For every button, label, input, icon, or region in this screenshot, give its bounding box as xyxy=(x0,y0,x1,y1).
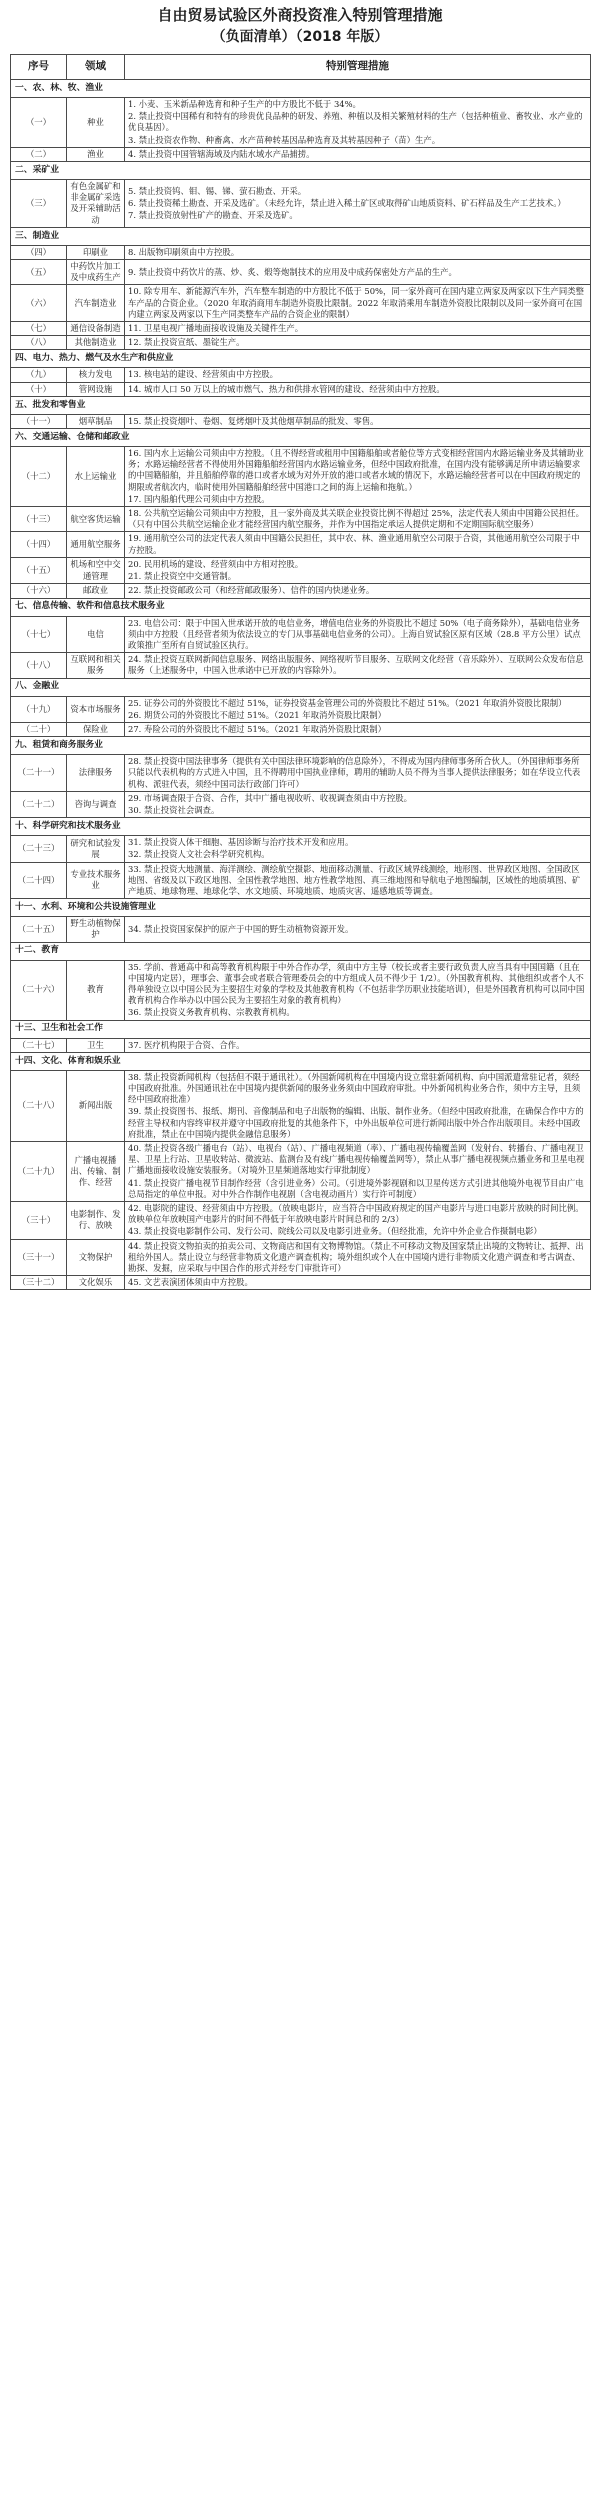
table-row xyxy=(11,1070,591,1141)
row-domain: 文化娱乐 xyxy=(67,1276,125,1290)
measure-item: 38. 禁止投资新闻机构（包括但不限于通讯社）。（外国新闻机构在中国境内设立常驻新闻机构、向中国派遣常驻记者，须经中国政府批准。外国通讯社在中国境内提供新闻的服务业务须由中国政府审批。中外新闻机构业务合作，须中方主导，且须经中国政府批准） xyxy=(128,1071,581,1105)
row-domain: 互联网和相关服务 xyxy=(67,653,125,678)
row-measures xyxy=(125,1142,591,1202)
row-domain: 中药饮片加工及中成药生产 xyxy=(67,260,125,285)
row-domain: 其他制造业 xyxy=(67,336,125,350)
measure-item: 39. 禁止投资图书、报纸、期刊、音像制品和电子出版物的编辑、出版、制作业务。（但经中国政府批准，在确保合作中方的经营主导权和内容终审权并遵守中国政府批复的其他条件下，中外出版单位可进行新闻出版中外合作出版项目。未经中国政府批准，禁止在中国境内提供金融信息服务） xyxy=(128,1106,584,1139)
row-measures xyxy=(125,755,591,792)
row-number: （二十一） xyxy=(11,755,67,792)
measure-item: 24. 禁止投资互联网新闻信息服务、网络出版服务、网络视听节目服务、互联网文化经营（音乐除外）、互联网公众发布信息服务（上述服务中，中国入世承诺中已开放的内容除外）。 xyxy=(128,654,584,676)
section-row xyxy=(11,598,591,616)
measure-item: 1. 小麦、玉米新品种选育和种子生产的中方股比不低于 34%。 xyxy=(128,99,361,109)
table-row xyxy=(11,98,591,148)
section-row xyxy=(11,396,591,414)
row-measures xyxy=(125,368,591,382)
row-domain: 邮政业 xyxy=(67,584,125,598)
section-title: 八、金融业 xyxy=(11,678,591,696)
measure-item: 34. 禁止投资国家保护的原产于中国的野生动植物资源开发。 xyxy=(128,923,354,934)
column-header-no: 序号 xyxy=(11,55,67,80)
row-domain: 核力发电 xyxy=(67,368,125,382)
row-measures xyxy=(125,791,591,817)
section-row xyxy=(11,80,591,98)
row-domain: 机场和空中交通管理 xyxy=(67,557,125,583)
measure-item: 28. 禁止投资中国法律事务（提供有关中国法律环境影响的信息除外），不得成为国内律师事务所合伙人。（外国律师事务所只能以代表机构的方式进入中国，且不得聘用中国执业律师，聘用的辅助人员不得为当事人提供法律服务；如在华设立代表机构、派驻代表，须经中国司法行政部门许可） xyxy=(128,756,581,789)
row-number: （二） xyxy=(11,147,67,161)
row-measures xyxy=(125,616,591,653)
measure-item: 4. 禁止投资中国管辖海域及内陆水域水产品捕捞。 xyxy=(128,148,315,159)
row-number: （二十六） xyxy=(11,960,67,1020)
document-title: 自由贸易试验区外商投资准入特别管理措施 xyxy=(157,6,443,24)
table-row xyxy=(11,1202,591,1240)
table-row xyxy=(11,447,591,507)
section-row xyxy=(11,429,591,447)
measure-item: 10. 除专用车、新能源汽车外，汽车整车制造的中方股比不低于 50%，同一家外商可在国内建立两家及两家以下生产同类整车产品的合资企业。（2020 年取消商用车制造外资股比限制。2022 年取消乘用车制造外资股比限制以及同一家外商可在国内建立两家及两家以下生产同类整车产品的合资企业的限制） xyxy=(128,286,585,319)
row-domain: 有色金属矿和非金属矿采选及开采辅助活动 xyxy=(67,180,125,228)
row-domain: 保险业 xyxy=(67,722,125,736)
row-number: （一） xyxy=(11,98,67,148)
row-measures xyxy=(125,447,591,507)
row-domain: 野生动植物保护 xyxy=(67,917,125,942)
measure-item: 20. 民用机场的建设、经营须由中方相对控股。 xyxy=(128,558,304,569)
row-number: （二十四） xyxy=(11,862,67,899)
measure-item: 31. 禁止投资人体干细胞、基因诊断与治疗技术开发和应用。 xyxy=(128,837,354,848)
section-row xyxy=(11,942,591,960)
row-measures xyxy=(125,245,591,259)
row-number: （七） xyxy=(11,322,67,336)
row-number: （十八） xyxy=(11,653,67,678)
row-number: （十二） xyxy=(11,447,67,507)
row-measures xyxy=(125,285,591,322)
document-page xyxy=(10,0,590,1290)
row-measures xyxy=(125,147,591,161)
row-domain: 资本市场服务 xyxy=(67,696,125,722)
section-title: 六、交通运输、仓储和邮政业 xyxy=(11,429,591,447)
column-header-domain: 领域 xyxy=(67,55,125,80)
row-measures xyxy=(125,532,591,557)
row-domain: 法律服务 xyxy=(67,755,125,792)
section-row xyxy=(11,818,591,836)
measure-item: 37. 医疗机构限于合资、合作。 xyxy=(128,1039,245,1050)
row-number: （四） xyxy=(11,245,67,259)
row-number: （二十五） xyxy=(11,917,67,942)
table-row xyxy=(11,414,591,428)
table-header-row xyxy=(11,55,591,80)
table-row xyxy=(11,1276,591,1290)
measure-item: 36. 禁止投资义务教育机构、宗教教育机构。 xyxy=(128,1007,295,1018)
table-row xyxy=(11,960,591,1020)
row-number: （十七） xyxy=(11,616,67,653)
table-row xyxy=(11,862,591,899)
row-measures xyxy=(125,1070,591,1141)
table-row xyxy=(11,147,591,161)
measure-item: 2. 禁止投资中国稀有和特有的珍贵优良品种的研发、养殖、种植以及相关繁殖材料的生产（包括种植业、畜牧业、水产业的优良基因）。 xyxy=(128,111,583,133)
row-number: （二十三） xyxy=(11,836,67,862)
row-number: （八） xyxy=(11,336,67,350)
row-domain: 水上运输业 xyxy=(67,447,125,507)
row-measures xyxy=(125,584,591,598)
table-row xyxy=(11,382,591,396)
measure-item: 13. 核电站的建设、经营须由中方控股。 xyxy=(128,369,278,380)
measure-item: 8. 出版物印刷须由中方控股。 xyxy=(128,246,240,257)
row-number: （十三） xyxy=(11,507,67,532)
section-row xyxy=(11,227,591,245)
table-row xyxy=(11,755,591,792)
row-measures xyxy=(125,1239,591,1276)
row-measures xyxy=(125,414,591,428)
table-body xyxy=(11,80,591,1290)
section-title: 一、农、林、牧、渔业 xyxy=(11,80,591,98)
row-number: （三十） xyxy=(11,1202,67,1240)
row-number: （十一） xyxy=(11,414,67,428)
section-row xyxy=(11,899,591,917)
measure-item: 14. 城市人口 50 万以上的城市燃气、热力和供排水管网的建设、经营须由中方控股。 xyxy=(128,383,445,394)
table-row xyxy=(11,616,591,653)
row-domain: 印刷业 xyxy=(67,245,125,259)
row-domain: 电影制作、发行、放映 xyxy=(67,1202,125,1240)
row-measures xyxy=(125,722,591,736)
row-measures xyxy=(125,1202,591,1240)
row-domain: 专业技术服务业 xyxy=(67,862,125,899)
measure-item: 22. 禁止投资邮政公司（和经营邮政服务）、信件的国内快递业务。 xyxy=(128,585,375,596)
row-number: （二十） xyxy=(11,722,67,736)
row-domain: 新闻出版 xyxy=(67,1070,125,1141)
table-row xyxy=(11,336,591,350)
measure-item: 26. 期货公司的外资股比不超过 51%。（2021 年取消外资股比限制） xyxy=(128,709,387,720)
measure-item: 33. 禁止投资大地测量、海洋测绘、测绘航空摄影、地面移动测量、行政区域界线测绘，地形图、世界政区地图、全国政区地图、省级及以下政区地图、全国性教学地图、地方性教学地图、真三维地图和导航电子地图编制，区域性的地质填图、矿产地质、地球物理、地球化学、水文地质、环境地质、地质灾害、遥感地质等调查。 xyxy=(128,863,581,896)
row-domain: 教育 xyxy=(67,960,125,1020)
measure-item: 32. 禁止投资人文社会科学研究机构。 xyxy=(128,849,270,860)
table-row xyxy=(11,584,591,598)
row-number: （十九） xyxy=(11,696,67,722)
table-row xyxy=(11,722,591,736)
row-domain: 研究和试验发展 xyxy=(67,836,125,862)
row-number: （十五） xyxy=(11,557,67,583)
row-measures xyxy=(125,180,591,228)
measure-item: 29. 市场调查限于合资、合作，其中广播电视收听、收视调查须由中方控股。 xyxy=(128,792,412,803)
table-row xyxy=(11,532,591,557)
row-domain: 烟草制品 xyxy=(67,414,125,428)
measure-item: 40. 禁止投资各级广播电台（站）、电视台（站）、广播电视频道（率）、广播电视传输覆盖网（发射台、转播台、广播电视卫星、卫星上行站、卫星收转站、微波站、监测台及有线广播电视传输覆盖网等），禁止从事广播电视视频点播业务和卫星电视广播地面接收设施安装服务。（对境外卫星频道落地实行审批制度） xyxy=(128,1143,585,1176)
measure-item: 44. 禁止投资文物拍卖的拍卖公司、文物商店和国有文物博物馆。（禁止不可移动文物及国家禁止出境的文物转让、抵押、出租给外国人。禁止设立与经营非物质文化遗产调查机构；境外组织或个人在中国境内进行非物质文化遗产调查和考古调查、勘探、发掘，应采取与中国合作的形式并经专门审批许可） xyxy=(128,1240,584,1274)
measure-item: 16. 国内水上运输公司须由中方控股。（且不得经营或租用中国籍船舶或者舱位等方式变相经营国内水路运输业务及其辅助业务；水路运输经营者不得使用外国籍船舶经营国内水路运输业务，但经中国政府批准，在国内没有能够满足所申请运输要求的中国籍船舶，并且船舶停靠的港口或者水域为对外开放的港口或者水域的情况下，水路运输经营者可以在中国政府规定的期限或者航次内，临时使用外国籍船舶经营中国港口之间的海上运输和拖航。） xyxy=(128,448,584,492)
table-row xyxy=(11,917,591,942)
row-number: （二十九） xyxy=(11,1142,67,1202)
row-measures xyxy=(125,557,591,583)
measure-item: 43. 禁止投资电影制作公司、发行公司、院线公司以及电影引进业务。（但经批准，允许中外企业合作摄制电影） xyxy=(128,1226,542,1237)
row-number: （六） xyxy=(11,285,67,322)
row-number: （三十二） xyxy=(11,1276,67,1290)
measure-item: 3. 禁止投资农作物、种畜禽、水产苗种转基因品种选育及其转基因种子（苗）生产。 xyxy=(128,134,441,145)
row-measures xyxy=(125,862,591,899)
row-number: （十六） xyxy=(11,584,67,598)
section-title: 十二、教育 xyxy=(11,942,591,960)
row-number: （三十一） xyxy=(11,1239,67,1276)
row-measures xyxy=(125,260,591,285)
row-domain: 文物保护 xyxy=(67,1239,125,1276)
measure-item: 27. 寿险公司的外资股比不超过 51%。（2021 年取消外资股比限制） xyxy=(128,723,387,734)
table-row xyxy=(11,1142,591,1202)
row-domain: 卫生 xyxy=(67,1038,125,1052)
measure-item: 30. 禁止投资社会调查。 xyxy=(128,804,220,815)
table-row xyxy=(11,1038,591,1052)
table-row xyxy=(11,322,591,336)
measure-item: 35. 学前、普通高中和高等教育机构限于中外合作办学，须由中方主导（校长或者主要行政负责人应当具有中国国籍（且在中国境内定居），理事会、董事会或者联合管理委员会的中方组成人员不得少于 1/2）。（外国教育机构、其他组织或者个人不得单独设立以中国公民为主要招生对象的学校及其他教育机构（不包括非学历职业技能培训），但是外国教育机构可以同中国教育机构合作举办以中国公民为主要招生对象的教育机构） xyxy=(128,961,585,1006)
row-domain: 航空客货运输 xyxy=(67,507,125,532)
measure-item: 15. 禁止投资烟叶、卷烟、复烤烟叶及其他烟草制品的批发、零售。 xyxy=(128,415,379,426)
row-number: （五） xyxy=(11,260,67,285)
section-title: 十一、水利、环境和公共设施管理业 xyxy=(11,899,591,917)
measure-item: 19. 通用航空公司的法定代表人须由中国籍公民担任，其中农、林、渔业通用航空公司限于合资，其他通用航空公司限于中方控股。 xyxy=(128,533,580,555)
row-measures xyxy=(125,382,591,396)
column-header-measures: 特别管理措施 xyxy=(125,55,591,80)
row-domain: 通信设备制造 xyxy=(67,322,125,336)
negative-list-table xyxy=(10,54,591,1290)
section-row xyxy=(11,1052,591,1070)
table-row xyxy=(11,696,591,722)
measure-item: 7. 禁止投资放射性矿产的勘查、开采及选矿。 xyxy=(128,210,298,221)
table-row xyxy=(11,245,591,259)
section-title: 七、信息传输、软件和信息技术服务业 xyxy=(11,598,591,616)
measure-item: 23. 电信公司：限于中国入世承诺开放的电信业务，增值电信业务的外资股比不超过 50%（电子商务除外），基础电信业务须由中方控股（且经营者须为依法设立的专门从事基础电信业务的公司）。上海自贸试验区原有区域（28.8 平方公里）试点政策推广至所有自贸试验区执行。 xyxy=(128,617,581,650)
measure-item: 42. 电影院的建设、经营须由中方控股。（放映电影片，应当符合中国政府规定的国产电影片与进口电影片放映的时间比例。放映单位年放映国产电影片的时间不得低于年放映电影片时间总和的 2/3） xyxy=(128,1203,584,1225)
row-domain: 管网设施 xyxy=(67,382,125,396)
table-row xyxy=(11,836,591,862)
measure-item: 11. 卫星电视广播地面接收设施及关键件生产。 xyxy=(128,323,304,334)
measure-item: 41. 禁止投资广播电视节目制作经营（含引进业务）公司。（引进境外影视剧和以卫星传送方式引进其他境外电视节目由广电总局指定的单位申报。对中外合作制作电视剧（含电视动画片）实行许可制度） xyxy=(128,1177,584,1199)
table-row xyxy=(11,507,591,532)
row-number: （十四） xyxy=(11,532,67,557)
row-domain: 咨询与调查 xyxy=(67,791,125,817)
table-row xyxy=(11,1239,591,1276)
row-measures xyxy=(125,322,591,336)
document-subtitle: （负面清单）（2018 年版） xyxy=(211,29,389,45)
row-number: （二十二） xyxy=(11,791,67,817)
row-measures xyxy=(125,507,591,532)
row-measures xyxy=(125,917,591,942)
row-number: （三） xyxy=(11,180,67,228)
measure-item: 21. 禁止投资空中交通管制。 xyxy=(128,571,237,582)
table-row xyxy=(11,557,591,583)
row-measures xyxy=(125,960,591,1020)
row-number: （二十七） xyxy=(11,1038,67,1052)
table-row xyxy=(11,260,591,285)
row-measures xyxy=(125,1038,591,1052)
measure-item: 5. 禁止投资钨、钼、锡、锑、萤石勘查、开采。 xyxy=(128,185,307,196)
row-measures xyxy=(125,1276,591,1290)
section-row xyxy=(11,162,591,180)
measure-item: 25. 证券公司的外资股比不超过 51%，证券投资基金管理公司的外资股比不超过 51%。（2021 年取消外资股比限制） xyxy=(128,697,567,708)
measure-item: 17. 国内船舶代理公司须由中方控股。 xyxy=(128,493,270,504)
row-domain: 渔业 xyxy=(67,147,125,161)
measure-item: 9. 禁止投资中药饮片的蒸、炒、炙、煅等炮制技术的应用及中成药保密处方产品的生产。 xyxy=(128,266,457,277)
row-measures xyxy=(125,336,591,350)
row-measures xyxy=(125,653,591,678)
measure-item: 12. 禁止投资宣纸、墨锭生产。 xyxy=(128,337,245,348)
section-title: 二、采矿业 xyxy=(11,162,591,180)
row-domain: 电信 xyxy=(67,616,125,653)
section-title: 五、批发和零售业 xyxy=(11,396,591,414)
row-domain: 种业 xyxy=(67,98,125,148)
table-row xyxy=(11,285,591,322)
section-row xyxy=(11,350,591,368)
table-row xyxy=(11,180,591,228)
row-number: （九） xyxy=(11,368,67,382)
section-title: 四、电力、热力、燃气及水生产和供应业 xyxy=(11,350,591,368)
section-title: 九、租赁和商务服务业 xyxy=(11,737,591,755)
row-number: （十） xyxy=(11,382,67,396)
measure-item: 6. 禁止投资稀土勘查、开采及选矿。（未经允许，禁止进入稀土矿区或取得矿山地质资料、矿石样品及生产工艺技术。） xyxy=(128,197,566,208)
row-domain: 广播电视播出、传输、制作、经营 xyxy=(67,1142,125,1202)
row-number: （二十八） xyxy=(11,1070,67,1141)
table-row xyxy=(11,653,591,678)
section-row xyxy=(11,1020,591,1038)
row-measures xyxy=(125,98,591,148)
section-row xyxy=(11,737,591,755)
section-title: 十四、文化、体育和娱乐业 xyxy=(11,1052,591,1070)
row-domain: 汽车制造业 xyxy=(67,285,125,322)
row-measures xyxy=(125,696,591,722)
section-title: 十三、卫生和社会工作 xyxy=(11,1020,591,1038)
row-measures xyxy=(125,836,591,862)
section-title: 十、科学研究和技术服务业 xyxy=(11,818,591,836)
table-row xyxy=(11,368,591,382)
row-domain: 通用航空服务 xyxy=(67,532,125,557)
section-title: 三、制造业 xyxy=(11,227,591,245)
measure-item: 45. 文艺表演团体须由中方控股。 xyxy=(128,1277,253,1288)
table-row xyxy=(11,791,591,817)
section-row xyxy=(11,678,591,696)
measure-item: 18. 公共航空运输公司须由中方控股，且一家外商及其关联企业投资比例不得超过 25%，法定代表人须由中国籍公民担任。（只有中国公共航空运输企业才能经营国内航空服务，并作为中国指定承运人提供定期和不定期国际航空服务） xyxy=(128,508,585,530)
